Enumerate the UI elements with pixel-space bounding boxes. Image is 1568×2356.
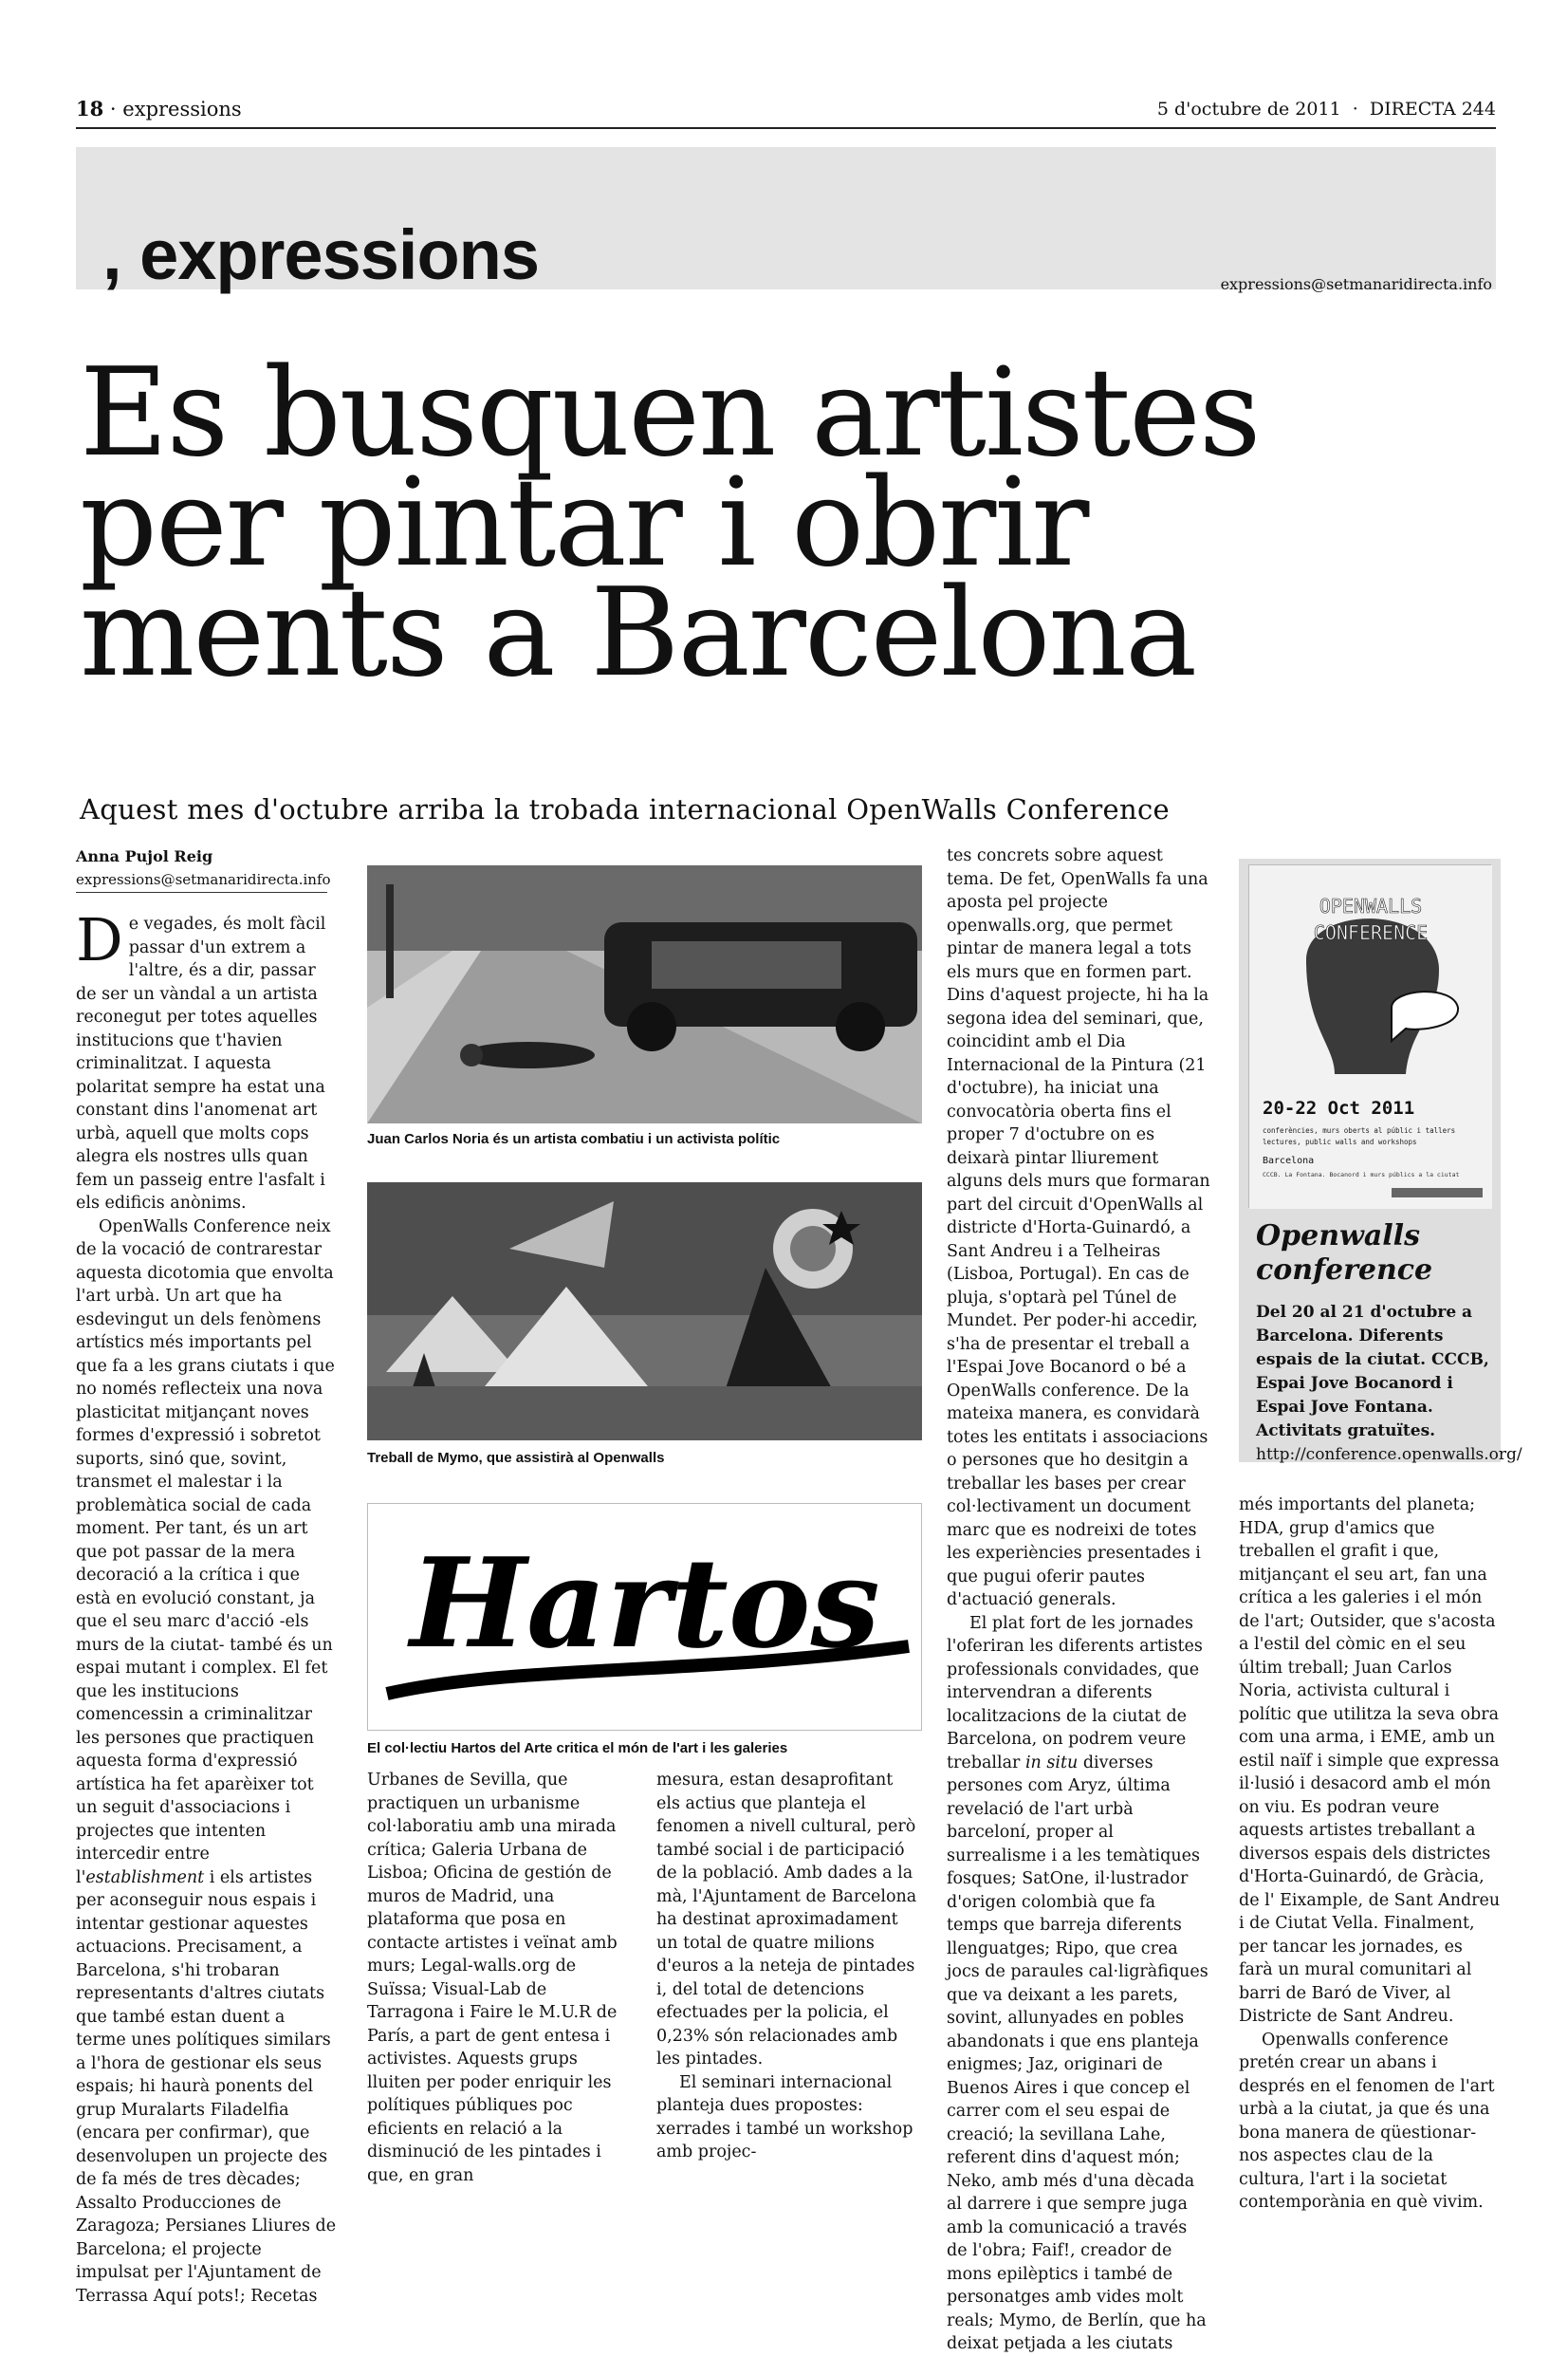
poster-venues: CCCB. La Fontana. Bocanord i murs públics a la ciutat [1263, 1171, 1460, 1178]
issue-number: DIRECTA 244 [1369, 99, 1496, 120]
hartos-logo-graphic [368, 1504, 923, 1732]
issue-info [1157, 99, 1496, 120]
poster-illustration [1249, 865, 1492, 1209]
article-paragraph: tes concrets sobre aquest tema. De fet, OpenWalls fa una aposta pel projecte openwalls.org, que permet pintar de manera legal a tots els murs que en formen part. Dins d'aquest projecte, hi ha la segona idea del seminari, que, coincidint amb el Dia Internacional de la Pintura (21 d'octubre), ha iniciat una convocatòria oberta fins el proper 7 d'octubre on es deixarà pintar lliurement alguns dels murs que formaran part del circuit d'OpenWalls al districte d'Horta-Guinardó, a Sant Andreu i a Telheiras (Lisboa, Portugal). En cas de pluja, s'optarà pel Túnel de Mundet. Per poder-hi accedir, s'ha de presentar el treball a l'Espai Jove Bocanord o bé a OpenWalls conference. De la mateixa manera, es convidarà totes les entitats i associacions o persones que ho desitgin a treballar les bases per crear col·lectivament un document marc que es nodreixi de totes les experiències presentades i que pugui oferir pautes d'actuació generals. [947, 846, 1210, 1609]
emphasis: in situ [1024, 1753, 1079, 1772]
sidebar-box [1239, 859, 1522, 1464]
folio-separator: · [109, 98, 117, 121]
byline-rule [76, 892, 327, 893]
article-paragraph: Openwalls conference pretén crear un abans i després en el fenomen de l'art urbà a la ciutat, ja que és una bona manera de qüestionar-nos aspectes clau de la cultura, l'art i la societat contemporània en què vivim. [1239, 2030, 1495, 2212]
section-email: expressions@setmanaridirecta.info [1220, 275, 1492, 293]
section-title: , expressions [102, 215, 540, 294]
article-paragraph [76, 905, 337, 1215]
photo-mural-mymo [367, 1182, 922, 1440]
openwalls-poster [1248, 864, 1491, 1208]
article-column-1 [76, 905, 337, 2308]
header-rule [76, 127, 1496, 129]
article-paragraph [947, 1612, 1210, 2356]
paragraph-text: e vegades, és molt fàcil passar d'un extrem a l'altre, és a dir, passar de ser un vàndal a un artista reconegut per totes aquelles institucions que t'havien criminalitzat. I aquesta polaritat sempre ha estat una constant dins l'anomenat art urbà, aquell que molts cops alegra els nostres ulls quan fem un passeig entre l'asfalt i els edificis anònims. [76, 915, 326, 1213]
poster-title: OPENWALLS [1319, 895, 1423, 918]
poster-date: 20-22 Oct 2011 [1263, 1098, 1415, 1119]
poster-title: CONFERENCE [1313, 921, 1429, 944]
headline [80, 343, 1503, 704]
byline-author: Anna Pujol Reig [76, 847, 213, 865]
paragraph-text: El plat fort de les jornades l'oferiran les diferents artistes professionals convidades, que intervendran a diferents localitzacions de la ciutat de Barcelona, on podrem veure treballar [947, 1613, 1203, 1772]
photo-street-performance [367, 865, 922, 1123]
article-column-2 [367, 1769, 623, 2187]
paragraph-text: i els artistes per aconseguir nous espais i intentar gestionar aquestes actuacions. Precisament, a Barcelona, s'hi trobaran representants d'altres ciutats que també estan duent a terme unes polítiques similars a l'hora de gestionar els seus espais; hi haurà ponents del grup Muralarts Filadelfia (encara per confirmar), que desenvolupen un projecte des de fa més de tres dècades; Assalto Producciones de Zaragoza; Persianes Lliures de Barcelona; el projecte impulsat per l'Ajuntament de Terrassa Aquí pots!; Recetas [76, 1867, 337, 2306]
photo-caption: Juan Carlos Noria és un artista combatiu i un activista polític [367, 1131, 781, 1147]
mural-illustration [367, 1182, 922, 1440]
photo-hartos-logo [367, 1503, 922, 1731]
headline-line: per pintar i obrir [80, 453, 1088, 594]
poster-city: Barcelona [1263, 1156, 1315, 1166]
byline-email: expressions@setmanaridirecta.info [76, 871, 331, 888]
issue-date: 5 d'octubre de 2011 [1156, 99, 1341, 120]
deck: Aquest mes d'octubre arriba la trobada internacional OpenWalls Conference [80, 793, 1170, 826]
poster-subtitle: lectures, public walls and workshops [1263, 1138, 1417, 1146]
headline-line: Es busquen artistes [80, 343, 1260, 484]
page-folio [76, 97, 242, 121]
issue-separator: · [1352, 99, 1358, 120]
article-paragraph [76, 1215, 337, 2309]
article-paragraph: El seminari internacional planteja dues propostes: xerrades i també un workshop amb projec- [656, 2072, 913, 2161]
paragraph-text: OpenWalls Conference neix de la vocació de contrarestar aquesta dicotomia que envolta l'art urbà. Un art que ha esdevingut un dels fenòmens artístics més importants pel que fa a les grans ciutats i que no només reflecteix una nova plasticitat mitjançant noves formes d'expressió i sobretot suports, sinó que, sovint, transmet el malestar i la problemàtica social de cada moment. Per tant, és un art que pot passar de la mera decoració a la crítica i que està en evolució constant, ja que el seu marc d'acció -els murs de la ciutat- també és un espai mutant i complex. El fet que les institucions comencessin a criminalitzar les persones que practiquen aquesta forma d'expressió artística ha fet aparèixer tot un seguit d'associacions i projectes que intenten intercedir entre l' [76, 1216, 335, 1887]
article-paragraph: mesura, estan desaprofitant els actius que planteja el fenomen a nivell cultural, però també social i de participació de la població. Amb dades a la mà, l'Ajuntament de Barcelona ha destinat aproximadament un total de quatre milions d'euros a la neteja de pintades i, del total de detencions efectuades per la policia, el 0,23% són relacionades amb les pintades. [656, 1771, 917, 2068]
headline-line: ments a Barcelona [80, 563, 1196, 704]
street-photo-illustration [367, 865, 922, 1123]
article-column-5 [1239, 1493, 1501, 2215]
page-number: 18 [76, 97, 104, 121]
article-column-3 [656, 1769, 917, 2164]
article-paragraph: Urbanes de Sevilla, que practiquen un urbanisme col·laboratiu amb una mirada crítica; Galeria Urbana de Lisboa; Oficina de gestión de muros de Madrid, una plataforma que posa en contacte artistes i veïnat amb murs; Legal-walls.org de Suïssa; Visual-Lab de Tarragona i Faire le M.U.R de París, a part de gent entesa i activistes. Aquests grups lluiten per poder enriquir les polítiques públiques poc eficients en relació a la disminució de les pintades i que, en gran [367, 1771, 618, 2185]
hartos-logo-text: Hartos [410, 1530, 880, 1676]
drop-cap: D [76, 905, 123, 974]
folio-section: expressions [122, 98, 242, 121]
article-paragraph: més importants del planeta; HDA, grup d'amics que treballen el grafit i que, mitjançant el seu art, fan una crítica a les galeries i el món de l'art; Outsider, que s'acosta a l'estil del còmic en el seu últim treball; Juan Carlos Noria, activista cultural i polític que utilitza la seva obra com una arma, i EME, amb un estil naïf i simple que expressa il·lusió i desacord amb el món on viu. Es podran veure aquests artistes treballant a diversos espais dels districtes d'Horta-Guinardó, de Gràcia, de l' Eixample, de Sant Andreu i de Ciutat Vella. Finalment, per tancar les jornades, es farà un mural comunitari al barri de Baró de Viver, al Districte de Sant Andreu. [1239, 1495, 1501, 2026]
sidebar-title: Openwalls conference [1256, 1219, 1433, 1287]
photo-caption: Treball de Mymo, que assistirà al Openwalls [367, 1450, 665, 1466]
emphasis: establishment [85, 1867, 205, 1887]
photo-caption: El col·lectiu Hartos del Arte critica el món de l'art i les galeries [367, 1740, 788, 1756]
poster-subtitle: conferències, murs oberts al públic i tallers [1263, 1126, 1456, 1135]
sidebar-url[interactable]: http://conference.openwalls.org/ [1256, 1445, 1522, 1464]
sidebar-description: Del 20 al 21 d'octubre a Barcelona. Diferents espais de la ciutat. CCCB, Espai Jove Bocanord i Espai Jove Fontana. Activitats gratuïtes. [1256, 1303, 1489, 1440]
sidebar-text [1256, 1301, 1522, 1467]
paragraph-text: diverses persones com Aryz, última revelació de l'art urbà barceloní, proper al surrealisme i a les temàtiques fosques; SatOne, il·lustrador d'origen colombià que fa temps que barreja diferents llenguatges; Ripo, que crea jocs de paraules cal·ligràfiques que va deixant a les parets, sovint, allunyades en pobles abandonats i que ens planteja enigmes; Jaz, originari de Buenos Aires i que concep el carrer com el seu espai de creació; la sevillana Lahe, referent dins d'aquest món; Neko, amb més d'una dècada al darrere i que sempre juga amb la comunicació a través de l'obra; Faif!, creador de mons epilèptics i també de personatges amb vides molt reals; Mymo, de Berlín, que ha deixat petjada a les ciutats [947, 1753, 1208, 2353]
article-column-4 [947, 844, 1210, 2356]
